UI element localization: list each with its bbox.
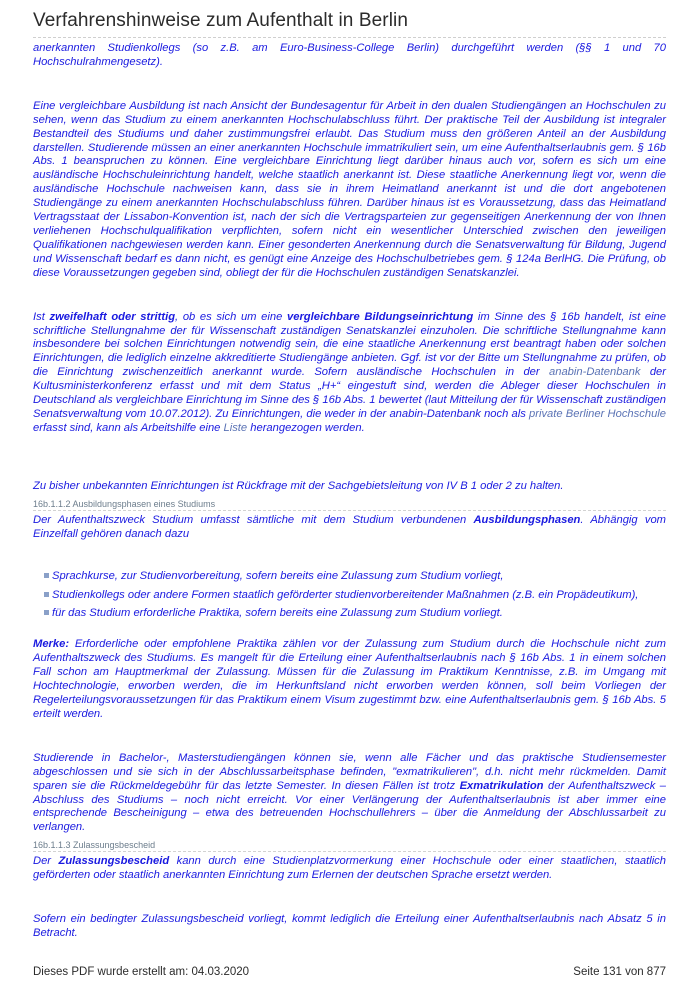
text-segment: Der Aufenthaltszweck Studium umfasst sämtliche mit dem Studium verbundenen xyxy=(33,513,474,526)
list-item-text: Studienkollegs oder andere Formen staatlich geförderter studienvorbereitender Maßnahmen (z.B. ein Propädeutikum), xyxy=(52,588,639,601)
footer-page-number: Seite 131 von 877 xyxy=(573,966,666,978)
paragraph-zulassungsbescheid xyxy=(33,855,666,883)
paragraph-studienkollegs: anerkannten Studienkollegs (so z.B. am Euro-Business-College Berlin) durchgeführt werden (§§ 1 und 70 Hochschulrahmengesetz). xyxy=(33,42,666,68)
merke-label: Merke: xyxy=(33,638,70,651)
bold-term-exmatrikulation: Exmatrikulation xyxy=(459,779,544,792)
text-segment: Der xyxy=(33,855,59,868)
private-berliner-hochschule-link[interactable]: private Berliner Hochschule xyxy=(529,407,666,420)
bullet-square-icon xyxy=(44,573,49,578)
text-segment: Erforderliche oder empfohlene Praktika zählen vor der Zulassung zum Studium durch die Hochschule nicht zum Aufenthaltszweck des Studiums. Es mangelt für die Erteilung einer Aufenthaltserlaubnis nach § 16b Abs. 1 in einem solchen Fall schon am Hauptmerkmal der Zulassung. Müssen für die Zulassung im Praktikum Kenntnisse, z.B. im Umgang mit Hochtechnologie, erworben werden, die im Herkunftsland nicht erworben werden können, soll beim Vorliegen der Regelerteilungsvoraussetzungen für das Praktikum einem Visum zugestimmt bzw. eine Aufenthaltserlaubnis gem. § 16b Abs. 5 erteilt werden. xyxy=(33,638,666,720)
bold-term-zweifelhaft: zweifelhaft oder strittig xyxy=(49,310,176,323)
paragraph-vergleichbare-einrichtung xyxy=(33,311,666,436)
bullet-square-icon xyxy=(44,592,49,597)
paragraph-duale-studiengaenge: Eine vergleichbare Ausbildung ist nach Ansicht der Bundesagentur für Arbeit in den dualen Studiengängen an Hochschulen zu sehen, wenn das Studium zu einem anerkannten Hochschulabschluss führt. Der praktische Teil der Ausbildung ist integraler Bestandteil des Studiums und daher zustimmungsfrei erlaubt. Das Studium muss den größeren Anteil an der Ausbildung darstellen. Studierende müssen an einer anerkannten Hochschule immatrikuliert sein, um eine Aufenthaltserlaubnis gem. § 16b Abs. 1 beanspruchen zu können. Eine vergleichbare Einrichtung liegt darüber hinaus auch vor, sofern es sich um eine ausländische Hochschuleinrichtung handelt, welche staatlich anerkannt ist. Diese staatliche Anerkennung liegt vor, wenn die ausländische Hochschule nachweisen kann, dass sie in ihrem Heimatland anerkannt ist und die dort angebotenen Studiengänge zu einem anerkannten Hochschulabschluss führen. Darüber hinaus ist es Voraussetzung, dass das Heimatland Vertragsstaat der Lissabon-Konvention ist, nach der sich die Vertragsparteien zur gegenseitigen Anerkennung der von Ihnen verliehenen Hochschulqualifikation verpflichten, sofern nicht ein wesentlicher Unterschied zwischen den jeweiligen Qualifikationen nachgewiesen werden kann. Einer gesonderten Anerkennung durch die Senatsverwaltung für Bildung, Jugend und Wissenschaft bedarf es dann nicht, es genügt eine Anzeige des Hochschulbetriebes gem. § 124a BerlHG. Die Prüfung, ob diese Voraussetzungen gegeben sind, obliegt der für die Hochschulen zuständigen Senatskanzlei. xyxy=(33,99,666,279)
anabin-datenbank-link[interactable]: anabin-Datenbank xyxy=(549,366,641,379)
list-item xyxy=(44,570,666,584)
list-item xyxy=(44,589,666,603)
bold-term-bildungseinrichtung: vergleichbare Bildungseinrichtung xyxy=(287,310,474,323)
ausbildungsphasen-list xyxy=(33,570,666,621)
text-segment: der Aufenthaltszweck – Abschluss des Studiums – noch nicht erreicht. Vor einer Verlängerung der Aufenthaltserlaubnis ist aber immer eine entsprechende Bescheinigung – etwa des betreuenden Hochschullehrers – über die Anmeldung der Abschlussarbeit zu verlangen. xyxy=(33,779,666,834)
text-segment: Studierende in Bachelor-, Masterstudiengängen können sie, wenn alle Fächer und das praktische Studiensemester abgeschlossen und sie sich in der Abschlussarbeitsphase befinden, "exmatrikulieren", d.h. nicht mehr rückmelden. Damit sparen sie die Rückmeldegebühr für das letzte Semester. In diesen Fällen ist trotz xyxy=(33,751,666,792)
text-segment: herangezogen werden. xyxy=(247,421,365,434)
footer-created-date: Dieses PDF wurde erstellt am: 04.03.2020 xyxy=(33,966,250,978)
list-item xyxy=(44,607,666,621)
text-segment: der Kultusministerkonferenz erfasst und mit dem Status „H+“ eingestuft sind, werden die Ableger dieser Hochschulen in Deutschland als vergleichbare Einrichtung im Sinne des § 16b Abs. 1 bewertet (laut Mitteilung der für Wissenschaft zuständigen Senatsverwaltung vom 10.07.2012). Zu Einrichtungen, die weder in der anabin-Datenbank noch als xyxy=(33,366,666,420)
text-segment: erfasst sind, kann als Arbeitshilfe eine xyxy=(33,421,224,434)
text-segment: Ist xyxy=(33,310,50,323)
page-title: Verfahrenshinweise zum Aufenthalt in Berlin xyxy=(33,10,409,31)
text-segment: . Abhängig vom Einzelfall gehören danach dazu xyxy=(33,513,667,540)
section-divider xyxy=(33,510,666,511)
paragraph-bedingter-bescheid: Sofern ein bedingter Zulassungsbescheid vorliegt, kommt lediglich die Erteilung einer Aufenthaltserlaubnis nach Absatz 5 in Betracht. xyxy=(33,913,666,939)
bullet-square-icon xyxy=(44,610,49,615)
text-segment: im Sinne des § 16b handelt, ist eine schriftliche Stellungnahme der für Wissenschaft zuständigen Senatskanzlei einzuholen. Die schriftliche Stellungnahme kann insbesondere bei solchen Einrichtungen notwendig sein, die eine staatliche Anerkennung erst beantragt haben oder solchen Einrichtungen, die lediglich einzelne akkreditierte Studiengänge anbieten. Ggf. ist vor der Bitte um Stellungnahme zu prüfen, ob die Einrichtung zwischenzeitlich anerkannt wurde. Sofern ausländische Hochschulen in der xyxy=(33,310,666,379)
liste-link[interactable]: Liste xyxy=(223,421,248,434)
text-segment: kann durch eine Studienplatzvormerkung einer Hochschule oder einer staatlichen, staatlich geförderten oder staatlich anerkannten Einrichtung zum Erlernen der deutschen Sprache ersetzt werden. xyxy=(33,855,666,882)
paragraph-rueckfrage: Zu bisher unbekannten Einrichtungen ist Rückfrage mit der Sachgebietsleitung von IV B 1 oder 2 zu halten. xyxy=(33,479,564,492)
paragraph-merke xyxy=(33,638,666,721)
section-label-zulassungsbescheid: 16b.1.1.3 Zulassungsbescheid xyxy=(33,840,156,851)
bold-term-zulassungsbescheid: Zulassungsbescheid xyxy=(58,855,170,868)
paragraph-exmatrikulation xyxy=(33,752,666,835)
list-item-text: für das Studium erforderliche Praktika, sofern bereits eine Zulassung zum Studium vorliegt. xyxy=(52,607,503,620)
paragraph-ausbildungsphasen xyxy=(33,514,666,542)
list-item-text: Sprachkurse, zur Studienvorbereitung, sofern bereits eine Zulassung zum Studium vorliegt, xyxy=(52,570,504,583)
header-divider xyxy=(33,37,666,38)
document-content xyxy=(33,42,666,941)
bold-term-ausbildungsphasen: Ausbildungsphasen xyxy=(473,513,581,526)
section-divider xyxy=(33,851,666,852)
section-label-ausbildungsphasen: 16b.1.1.2 Ausbildungsphasen eines Studiums xyxy=(33,498,216,509)
text-segment: , ob es sich um eine xyxy=(175,310,287,323)
